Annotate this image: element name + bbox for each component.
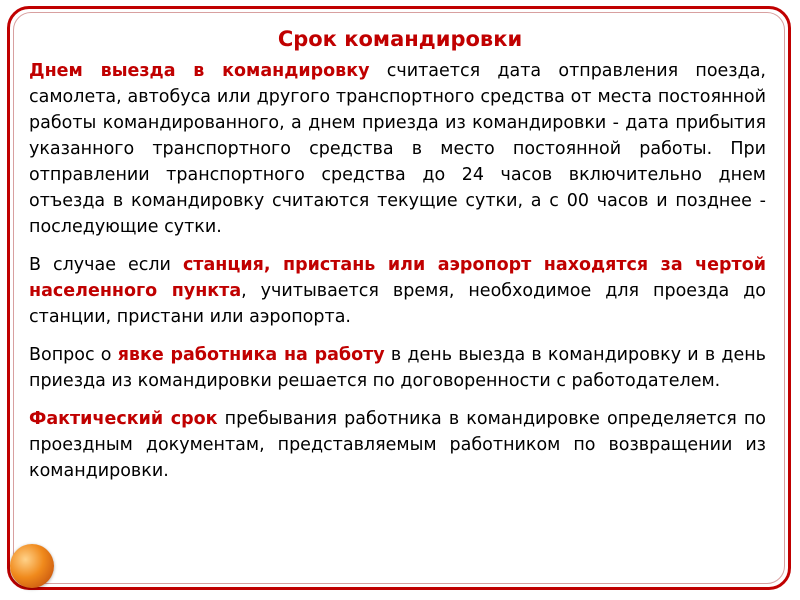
paragraph-station-outside: [29, 252, 766, 330]
highlighted-text: Днем выезда в командировку: [29, 61, 370, 81]
highlighted-text: явке работника на работу: [117, 345, 385, 365]
slide-content: [29, 58, 766, 496]
orange-sphere-icon: [10, 544, 54, 588]
highlighted-text: Фактический срок: [29, 409, 218, 429]
paragraph-actual-term: [29, 406, 766, 484]
body-text: в день выезда в командировку и в день приезда из командировки решается по договоренности с работодателем.: [29, 345, 766, 391]
body-text: считается дата отправления поезда, самолета, автобуса или другого транспортного средства от места постоянной работы командированного, а днем приезда из командировки - дата прибытия указанного транспортного средства в место постоянной работы. При отправлении транспортного средства до 24 часов включительно днем отъезда в командировку считаются текущие сутки, а с 00 часов и позднее - последующие сутки.: [29, 61, 766, 237]
body-text: пребывания работника в командировке определяется по проездным документам, представляемым работником по возвращении из командировки.: [29, 409, 766, 481]
slide-title: Срок командировки: [277, 27, 523, 51]
body-text: В случае если: [29, 255, 183, 275]
paragraph-work-attendance: [29, 342, 766, 394]
body-text: Вопрос о: [29, 345, 118, 365]
highlighted-text: станция, пристань или аэропорт находятся за чертой населенного пункта: [29, 255, 766, 301]
paragraph-departure-day: [29, 58, 766, 240]
body-text: , учитывается время, необходимое для проезда до станции, пристани или аэропорта.: [29, 281, 766, 327]
